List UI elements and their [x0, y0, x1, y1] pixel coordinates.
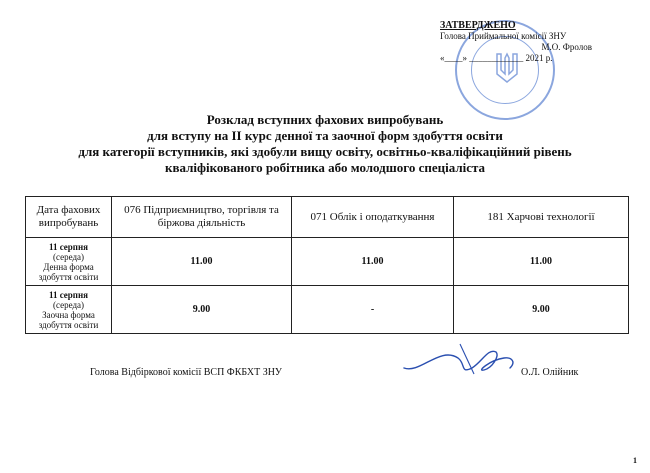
page-number: 1	[633, 456, 637, 465]
date-cell	[26, 238, 112, 286]
document-heading	[0, 112, 650, 176]
heading-line-3: для категорії вступників, які здобули вищу освіту, освітньо-кваліфікаційний рівень	[78, 144, 572, 159]
heading-line-4: кваліфікованого робітника або молодшого спеціаліста	[164, 160, 486, 175]
footer-position: Голова Відбіркової комісії ВСП ФКБХТ ЗНУ	[90, 367, 283, 378]
column-header-date: Дата фахових випробувань	[26, 197, 112, 238]
table-row	[26, 238, 629, 286]
date-day: 11 серпня	[48, 241, 89, 252]
date-weekday: (середа)	[52, 251, 85, 262]
approval-block	[440, 20, 640, 64]
date-day: 11 серпня	[48, 289, 89, 300]
table-header-row	[26, 197, 629, 238]
time-cell: -	[292, 286, 454, 334]
footer-signatory: О.Л. Олійник	[521, 367, 579, 378]
approval-name: М.О. Фролов	[541, 42, 592, 52]
date-cell	[26, 286, 112, 334]
time-cell: 11.00	[112, 238, 292, 286]
time-cell: 11.00	[454, 238, 629, 286]
signature-icon	[400, 338, 520, 380]
time-cell: 11.00	[292, 238, 454, 286]
heading-line-1: Розклад вступних фахових випробувань	[206, 112, 444, 127]
time-cell: 9.00	[112, 286, 292, 334]
study-form: Денна форма здобуття освіти	[38, 261, 99, 282]
approval-position: Голова Приймальної комісії ЗНУ	[440, 31, 567, 41]
table-row	[26, 286, 629, 334]
date-weekday: (середа)	[52, 299, 85, 310]
time-cell: 9.00	[454, 286, 629, 334]
approval-title: ЗАТВЕРДЖЕНО	[440, 20, 516, 31]
column-header-076: 076 Підприємництво, торгівля та біржова діяльність	[112, 197, 292, 238]
schedule-table	[25, 196, 629, 334]
heading-line-2: для вступу на ІІ курс денної та заочної форм здобуття освіти	[147, 128, 503, 143]
column-header-181: 181 Харчові технології	[454, 197, 629, 238]
approval-date: «____» ____________ 2021 р.	[440, 53, 553, 63]
study-form: Заочна форма здобуття освіти	[38, 309, 99, 330]
column-header-071: 071 Облік і оподаткування	[292, 197, 454, 238]
